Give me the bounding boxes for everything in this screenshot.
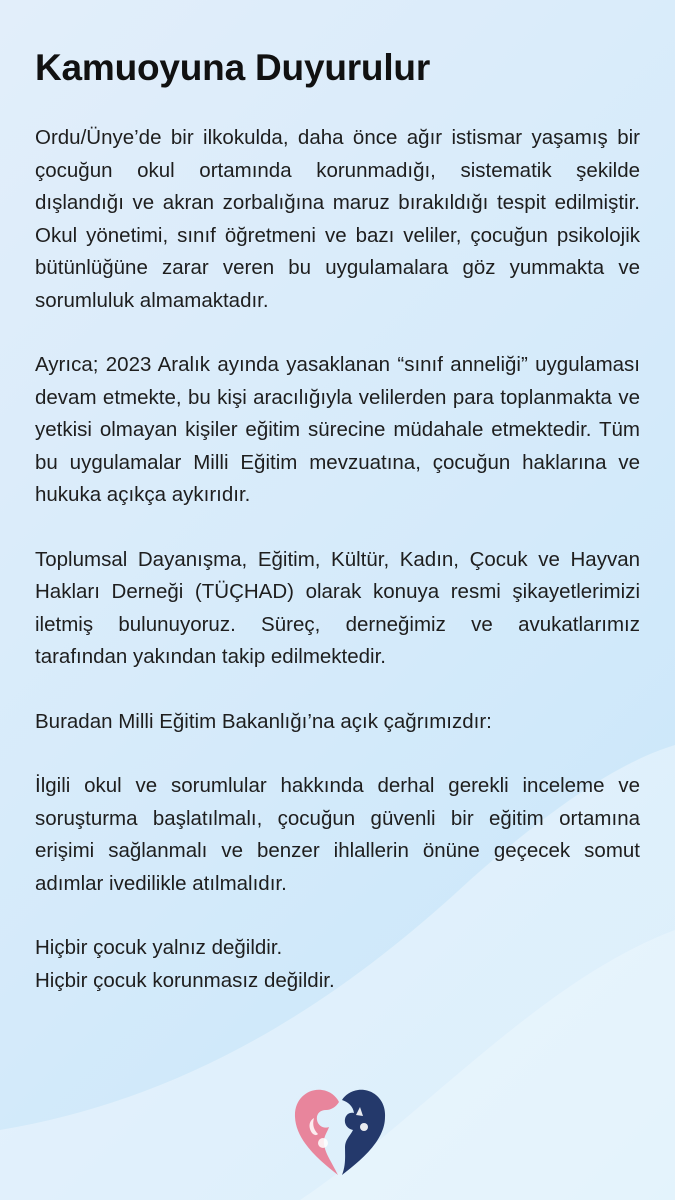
paragraph-demands: İlgili okul ve sorumlular hakkında derhal gerekli inceleme ve soruşturma başlatılmalı, çocuğun güvenli bir eğitim ortamına erişimi sağlanmalı ve benzer ihlallerin önüne geçecek somut adımlar ivedilikle atılmalıdır. <box>35 774 640 895</box>
paragraph-call-heading: Buradan Milli Eğitim Bakanlığı’na açık çağrımızdır: <box>35 709 492 733</box>
announcement <box>35 40 640 997</box>
closing-statement <box>35 932 640 997</box>
heart-family-icon <box>290 1083 390 1179</box>
closing-line-protected: Hiçbir çocuk korunmasız değildir. <box>35 968 335 992</box>
paragraph-class-mothers: Ayrıca; 2023 Aralık ayında yasaklanan “sınıf anneliği” uygulaması devam etmekte, bu kişi aracılığıyla velilerden para toplanmakta ve yetkisi olmayan kişiler eğitim sürecine müdahale etmektedir. Tüm bu uygulamalar Milli Eğitim mevzuatına, çocuğun haklarına ve hukuka açıkça aykırıdır. <box>35 353 640 506</box>
page-title: Kamuoyuna Duyurulur <box>35 47 431 88</box>
closing-line-alone: Hiçbir çocuk yalnız değildir. <box>35 936 283 959</box>
paragraph-association: Toplumsal Dayanışma, Eğitim, Kültür, Kadın, Çocuk ve Hayvan Hakları Derneği (TÜÇHAD) olarak konuya resmi şikayetlerimizi iletmiş bulunuyoruz. Süreç, derneğimiz ve avukatlarımız tarafından yakından takip edilmektedir. <box>35 547 640 668</box>
paragraph-incident: Ordu/Ünye’de bir ilkokulda, daha önce ağır istismar yaşamış bir çocuğun okul ortamında korunmadığı, sistematik şekilde dışlandığı ve akran zorbalığına maruz bırakıldığı tespit edilmiştir. Okul yönetimi, sınıf öğretmeni ve bazı veliler, çocuğun psikolojik bütünlüğüne zarar veren bu uygulamalara göz yummakta ve sorumluluk almamaktadır. <box>35 126 640 312</box>
